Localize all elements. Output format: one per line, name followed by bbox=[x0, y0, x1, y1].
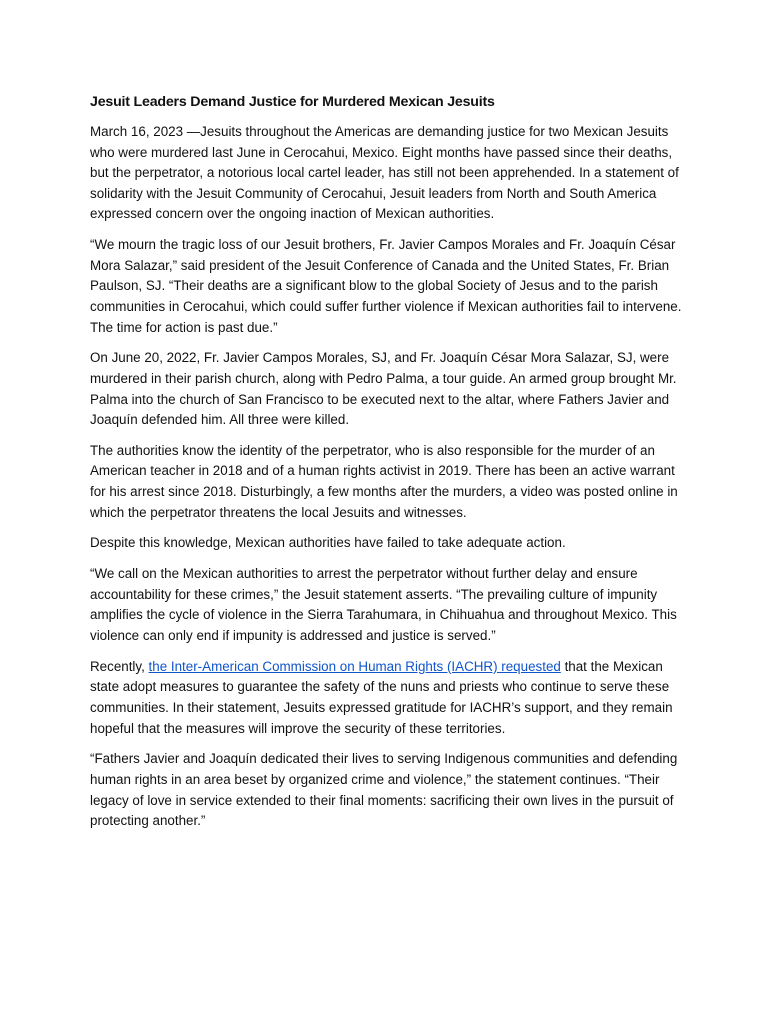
paragraph-iachr bbox=[90, 657, 682, 739]
article-title: Jesuit Leaders Demand Justice for Murdered Mexican Jesuits bbox=[90, 94, 495, 110]
paragraph-inaction: Despite this knowledge, Mexican authorities have failed to take adequate action. bbox=[90, 535, 566, 551]
paragraph-quote-paulson: “We mourn the tragic loss of our Jesuit brothers, Fr. Javier Campos Morales and Fr. Joaquín César Mora Salazar,” said president of the Jesuit Conference of Canada and the United States, Fr. Brian Paulson, SJ. “Their deaths are a significant blow to the global Society of Jesus and to the parish communities in Cerocahui, which could suffer further violence if Mexican authorities fail to intervene. The time for action is past due.” bbox=[90, 237, 682, 335]
paragraph-iachr-rest: that the Mexican state adopt measures to guarantee the safety of the nuns and priests who continue to serve these communities. In their statement, Jesuits expressed gratitude for IACHR’s support, and they remain hopeful that the measures will improve the security of these territories. bbox=[90, 658, 673, 736]
paragraph-perpetrator: The authorities know the identity of the perpetrator, who is also responsible for the murder of an American teacher in 2018 and of a human rights activist in 2019. There has been an active warrant for his arrest since 2018. Disturbingly, a few months after the murders, a video was posted online in which the perpetrator threatens the local Jesuits and witnesses. bbox=[90, 442, 678, 520]
paragraph-murder-details: On June 20, 2022, Fr. Javier Campos Morales, SJ, and Fr. Joaquín César Mora Salazar, SJ, were murdered in their parish church, along with Pedro Palma, a tour guide. An armed group brought Mr. Palma into the church of San Francisco to be executed next to the altar, where Fathers Javier and Joaquín defended him. All three were killed. bbox=[90, 350, 677, 428]
paragraph-closing: “Fathers Javier and Joaquín dedicated their lives to serving Indigenous communities and defending human rights in an area beset by organized crime and violence,” the statement continues. “Their legacy of love in service extended to their final moments: sacrificing their own lives in the pursuit of protecting another.” bbox=[90, 751, 678, 829]
document-page bbox=[90, 92, 682, 842]
paragraph-intro: March 16, 2023 —Jesuits throughout the Americas are demanding justice for two Mexican Jesuits who were murdered last June in Cerocahui, Mexico. Eight months have passed since their deaths, but the perpetrator, a notorious local cartel leader, has still not been apprehended. In a statement of solidarity with the Jesuit Community of Cerocahui, Jesuit leaders from North and South America expressed concern over the ongoing inaction of Mexican authorities. bbox=[90, 124, 679, 222]
iachr-request-link[interactable]: the Inter-American Commission on Human Rights (IACHR) requested bbox=[148, 658, 561, 674]
paragraph-statement-call: “We call on the Mexican authorities to arrest the perpetrator without further delay and ensure accountability for these crimes,” the Jesuit statement asserts. “The prevailing culture of impunity amplifies the cycle of violence in the Sierra Tarahumara, in Chihuahua and throughout Mexico. This violence can only end if impunity is addressed and justice is served.” bbox=[90, 566, 677, 643]
paragraph-iachr-lead: Recently, bbox=[90, 658, 149, 674]
